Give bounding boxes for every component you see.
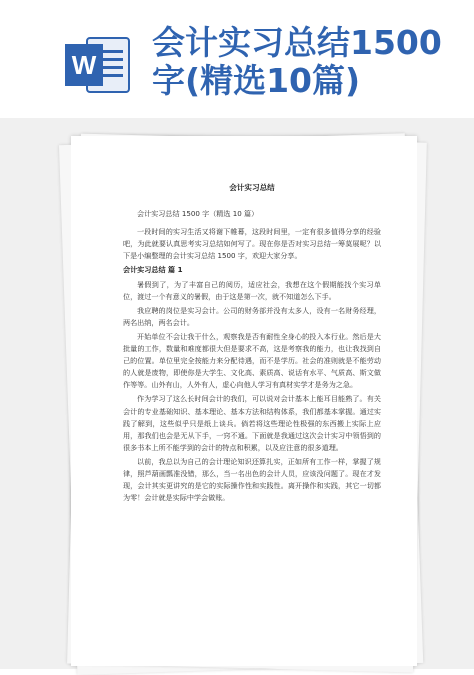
document-title: 会计实习总结: [229, 183, 275, 192]
document-preview: [0, 118, 474, 669]
document-subtitle: 会计实习总结 1500 字（精选 10 篇）: [137, 209, 259, 219]
section-title: 会计实习总结 篇 1: [123, 265, 183, 275]
body-paragraph: 开始单位不会让我干什么，观察我是否有耐性全身心的投入本行业。然后是大批量的工作，数量和难度都很大但是要求不高，这是考察我的能力，也让我找到自己的位置。单位里完全按能力来分配待遇，而不是学历。社会的准则就是不能劳动的人就是废物，即使你是大学生、文化高、素质高、说话有水平、气质高、斯文做作等等。山外有山，人外有人，虚心向他人学习有真材实学才是务为之急。: [123, 331, 381, 390]
body-paragraph: 暑假到了，为了丰富自己的阅历，适应社会，我想在这个假期能找个实习单位，渡过一个有意义的暑假，由于这是第一次，就不知道怎么下手。: [123, 279, 381, 301]
word-logo-letter: W: [71, 50, 97, 80]
body-paragraph: 以前，我总以为自己的会计理论知识还算扎实，正如所有工作一样，掌握了规律，照芦葫画瓢准没错，那么，当一名出色的会计人员，应该没问题了。现在才发现，会计其实更讲究的是它的实际操作性和实践性。离开操作和实践，其它一切都为零！会计就是实际中学会做账。: [123, 456, 381, 503]
word-icon: [63, 34, 131, 96]
document-content: [123, 182, 381, 506]
document-page: [71, 136, 417, 666]
body-paragraph: 我应聘的岗位是实习会计。公司的财务部并没有太多人，设有一名财务经理，两名出纳，两名会计。: [123, 305, 381, 327]
banner: [0, 0, 474, 118]
intro-paragraph: 一段时间的实习生活又将谢下帷幕，这段时间里，一定有很多值得分享的经验吧，为此就要认真思考实习总结如何写了。现在你是否对实习总结一筹莫展呢？以下是小编整理的会计实习总结 1500 字，欢迎大家分享。: [123, 227, 381, 261]
body-paragraph: 作为学习了这么长时间会计的我们，可以说对会计基本上能耳目能熟了。有关会计的专业基础知识、基本理论、基本方法和结构体系，我们都基本掌握。通过实践了解到，这些似乎只是纸上谈兵。倘若将这些理论性极强的东西搬上实际上应用，那我们也会是无从下手，一窍不通。下面就是我通过这次会计实习中领悟到的很多书本上所不能学到的会计的特点和积累，以及应注意的很多道理。: [123, 394, 381, 452]
banner-title: 会计实习总结1500字(精选10篇): [152, 23, 442, 100]
paper-sheet: [71, 136, 417, 666]
